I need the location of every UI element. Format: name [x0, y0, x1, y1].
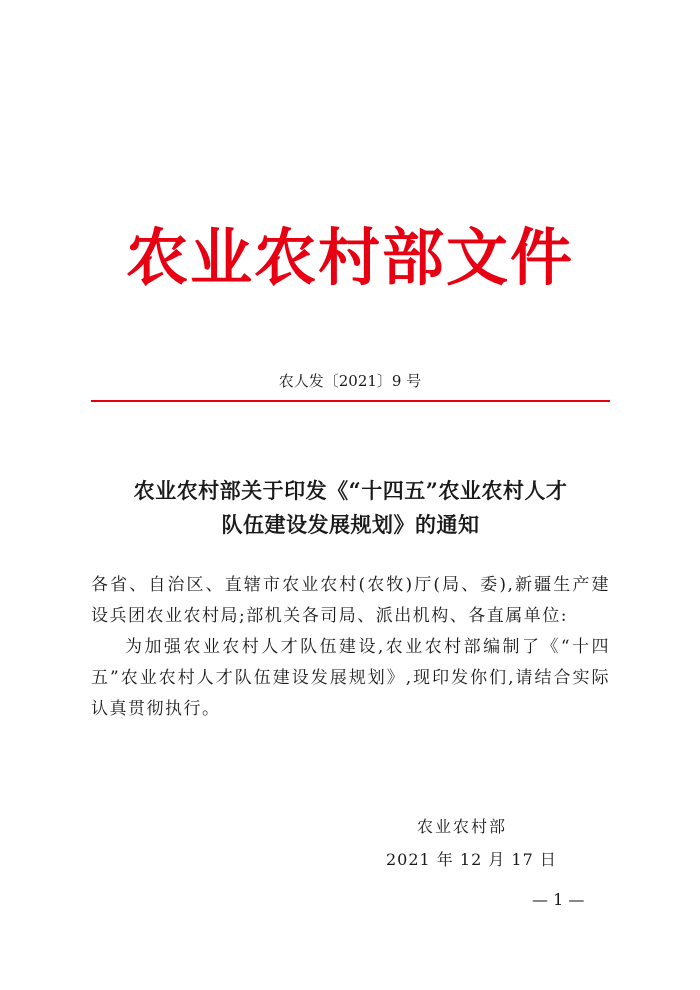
red-divider-line	[91, 400, 610, 402]
signature-organization: 农业农村部	[417, 817, 508, 836]
title-line-2: 队伍建设发展规划》的通知	[221, 512, 480, 537]
document-title	[91, 474, 610, 542]
document-masthead: 农业农村部文件	[125, 221, 574, 294]
signature-date: 2021 年 12 月 17 日	[386, 850, 557, 869]
document-number: 农人发〔2021〕9 号	[278, 372, 422, 390]
title-line-1: 农业农村部关于印发《“十四五”农业农村人才	[133, 478, 568, 503]
main-paragraph: 为加强农业农村人才队伍建设,农业农村部编制了《“十四五”农业农村人才队伍建设发展规划》,现印发你们,请结合实际认真贯彻执行。	[91, 637, 610, 719]
recipients-paragraph: 各省、自治区、直辖市农业农村(农牧)厅(局、委),新疆生产建设兵团农业农村局;部机关各司局、派出机构、各直属单位:	[91, 575, 610, 626]
page-number: — 1 —	[532, 890, 585, 909]
document-body	[91, 570, 610, 725]
